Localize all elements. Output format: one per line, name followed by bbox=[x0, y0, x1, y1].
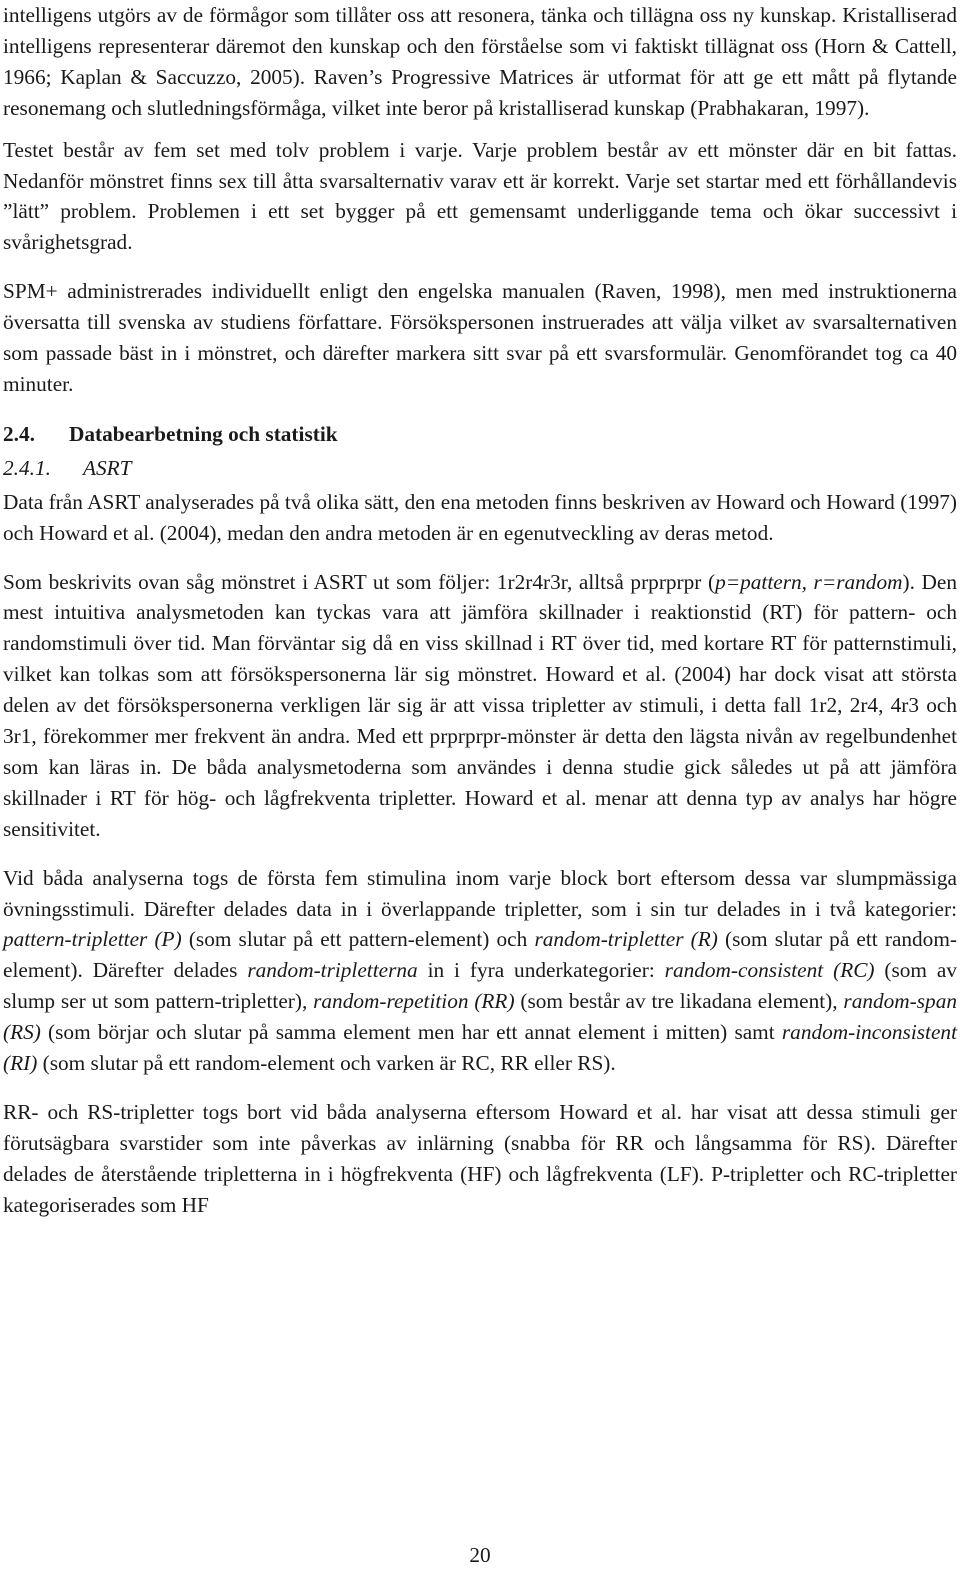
section-title: Databearbetning och statistik bbox=[69, 421, 338, 446]
paragraph-test-description: Testet består av fem set med tolv problem i varje. Varje problem består av ett mönster där en bit fattas. Nedanför mönstret finns sex till åtta svarsalternativ varav ett är korrekt. Varje set startar med ett förhållandevis ”lätt” problem. Problemen i ett set bygger på ett gemensamt underliggande tema och ökar successivt i svårighetsgrad. bbox=[3, 137, 957, 255]
page-number: 20 bbox=[469, 1543, 491, 1567]
paragraph-pattern-description: Som beskrivits ovan såg mönstret i ASRT ut som följer: 1r2r4r3r, alltså prprprpr (p=pattern, r=random). Den mest intuitiva analysmetoden kan tyckas vara att jämföra skillnader i reaktionstid (RT) för pattern- och randomstimuli över tid. Man förväntar sig då en viss skillnad i RT över tid, med kortare RT för patternstimuli, vilket kan tolkas som att försökspersonerna lär sig mönstret. Howard et al. (2004) har dock visat att största delen av det försökspersonerna verkligen lär sig är att vissa tripletter av stimuli, i detta fall 1r2, 2r4, 4r3 och 3r1, förekommer mer frekvent än andra. Med ett prprprpr-mönster är detta den lägsta nivån av regelbundenhet som kan läras in. De båda analysmetoderna som användes i denna studie gick således ut på att jämföra skillnader i RT för hög- och lågfrekventa tripletter. Howard et al. menar att denna typ av analys har högre sensitivitet. bbox=[3, 569, 957, 841]
paragraph-intelligence: intelligens utgörs av de förmågor som tillåter oss att resonera, tänka och tillägna oss ny kunskap. Kristalliserad intelligens representerar däremot den kunskap och den förståelse som vi faktiskt tillägnat oss (Horn & Cattell, 1966; Kaplan & Saccuzzo, 2005). Raven’s Progressive Matrices är utformat för att ge ett mått på flytande resonemang och slutledningsförmåga, vilket inte beror på kristalliserad kunskap (Prabhakaran, 1997). bbox=[3, 3, 957, 120]
paragraph-administration: SPM+ administrerades individuellt enligt den engelska manualen (Raven, 1998), men med instruktionerna översatta till svenska av studiens författare. Försökspersonen instruerades att välja vilket av svarsalternativen som passade bäst in i mönstret, och därefter markera sitt svar på ett svarsformulär. Genomförandet tog ca 40 minuter. bbox=[3, 279, 957, 396]
subsection-heading bbox=[3, 453, 957, 484]
paragraph-triplet-categories: Vid båda analyserna togs de första fem stimulina inom varje block bort eftersom dessa var slumpmässiga övningsstimuli. Därefter delades data in i överlappande tripletter, som i sin tur delades in i två kategorier: pattern-tripletter (P) (som slutar på ett pattern-element) och random-tripletter (R) (som slutar på ett random-element). Därefter delades random-tripletterna in i fyra underkategorier: random-consistent (RC) (som av slump ser ut som pattern-tripletter), random-repetition (RR) (som består av tre likadana element), random-span (RS) (som börjar och slutar på samma element men har ett annat element i mitten) samt random-inconsistent (RI) (som slutar på ett random-element och varken är RC, RR eller RS). bbox=[3, 865, 957, 1076]
subsection-title: ASRT bbox=[83, 455, 132, 480]
page-content bbox=[3, 0, 957, 1221]
paragraph-triplet-removal: RR- och RS-tripletter togs bort vid båda analyserna eftersom Howard et al. har visat att dessa stimuli ger förutsägbara svarstider som inte påverkas av inlärning (snabba för RR och långsamma för RS). Därefter delades de återstående tripletterna in i högfrekventa (HF) och lågfrekventa (LF). P-tripletter och RC-tripletter kategoriserades som HF bbox=[3, 1100, 957, 1217]
section-number: 2.4. bbox=[3, 421, 35, 446]
section-heading bbox=[3, 419, 957, 450]
subsection-number: 2.4.1. bbox=[3, 455, 51, 480]
paragraph-asrt-analysis: Data från ASRT analyserades på två olika sätt, den ena metoden finns beskriven av Howard och Howard (1997) och Howard et al. (2004), medan den andra metoden är en egenutveckling av deras metod. bbox=[3, 489, 957, 545]
